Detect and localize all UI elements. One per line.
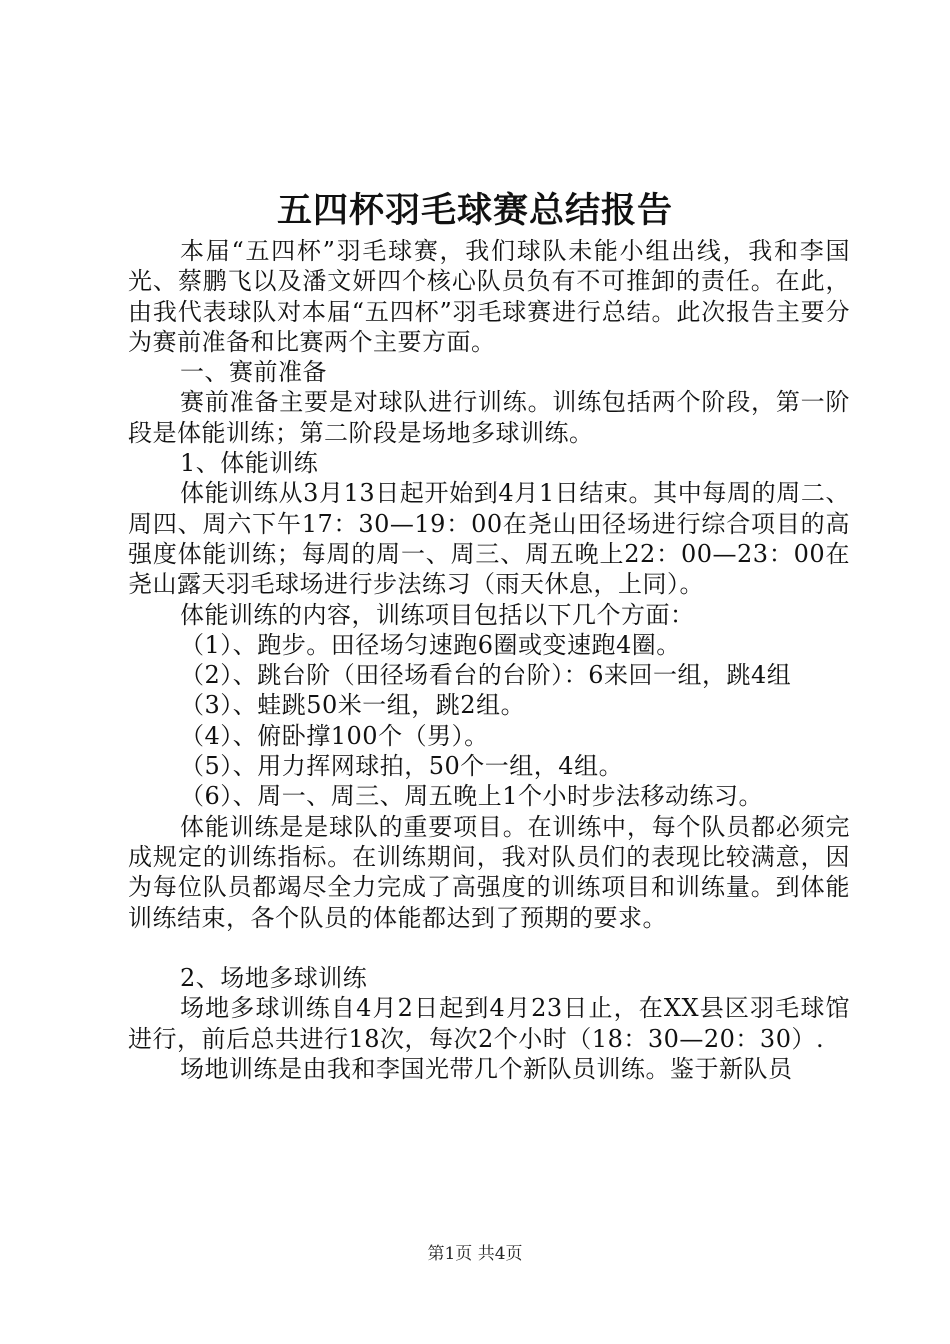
fitness-schedule-paragraph: 体能训练从3月13日起开始到4月1日结束。其中每周的周二、周四、周六下午17：30—19：00在尧山田径场进行综合项目的高强度体能训练；每周的周一、周三、周五晚上22：00—23：00在尧山露天羽毛球场进行步法练习（雨天休息，上同）。: [128, 479, 850, 599]
subsection-heading-court-training: 2、场地多球训练: [180, 964, 368, 993]
section-heading-preparation: 一、赛前准备: [180, 358, 327, 387]
fitness-item-4: （4）、俯卧撑100个（男）。: [180, 721, 489, 750]
document-body: [128, 236, 850, 1084]
court-training-paragraph: 场地多球训练自4月2日起到4月23日止，在XX县区羽毛球馆进行，前后总共进行18次，每次2个小时（18：30—20：30）.: [128, 994, 850, 1053]
preparation-paragraph: 赛前准备主要是对球队进行训练。训练包括两个阶段，第一阶段是体能训练；第二阶段是场地多球训练。: [128, 388, 850, 447]
subsection-heading-fitness: 1、体能训练: [180, 449, 319, 478]
fitness-item-6: （6）、周一、周三、周五晚上1个小时步法移动练习。: [180, 782, 764, 811]
fitness-item-5: （5）、用力挥网球拍，50个一组，4组。: [180, 752, 624, 781]
page-number-footer: 第1页 共4页: [427, 1244, 523, 1264]
fitness-items-intro: 体能训练的内容，训练项目包括以下几个方面：: [180, 600, 695, 629]
fitness-item-2: （2）、跳台阶（田径场看台的台阶）：6来回一组，跳4组: [180, 661, 792, 690]
document-title: 五四杯羽毛球赛总结报告: [276, 190, 673, 231]
fitness-item-1: （1）、跑步。田径场匀速跑6圈或变速跑4圈。: [180, 630, 681, 659]
blank-line: [128, 933, 850, 963]
fitness-summary-paragraph: 体能训练是是球队的重要项目。在训练中，每个队员都必须完成规定的训练指标。在训练期间，我对队员们的表现比较满意，因为每位队员都竭尽全力完成了高强度的训练项目和训练量。到体能训练结束，各个队员的体能都达到了预期的要求。: [128, 812, 850, 932]
fitness-item-3: （3）、蛙跳50米一组，跳2组。: [180, 691, 526, 720]
court-training-continued-paragraph: 场地训练是由我和李国光带几个新队员训练。鉴于新队员: [180, 1055, 793, 1084]
intro-paragraph: 本届“五四杯”羽毛球赛，我们球队未能小组出线，我和李国光、蔡鹏飞以及潘文妍四个核心队员负有不可推卸的责任。在此，由我代表球队对本届“五四杯”羽毛球赛进行总结。此次报告主要分为赛前准备和比赛两个主要方面。: [128, 237, 850, 356]
